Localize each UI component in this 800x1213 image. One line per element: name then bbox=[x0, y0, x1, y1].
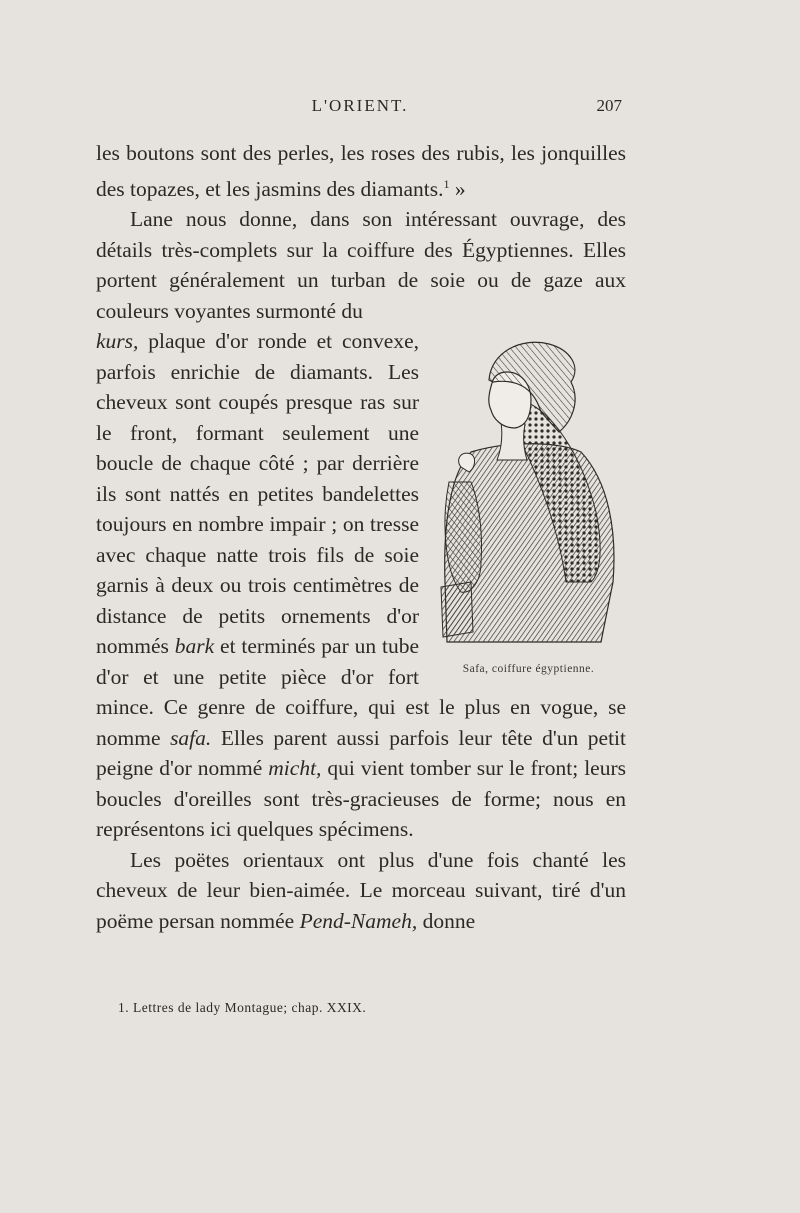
body-text bbox=[96, 138, 626, 936]
paragraph-2-part: plaque d'or ronde et convexe, parfois enrichie de diamants. Les cheveux sont coupés presque ras sur le front, formant seulement une boucle de chaque côté ; par derrière ils sont nattés en petites bandelettes toujours en nombre impair ; on tresse avec chaque natte trois fils de soie garnis à deux ou trois centimètres de distance de petits ornements d'or nommés bbox=[96, 329, 419, 659]
paragraph-1-text: les boutons sont des perles, les roses des rubis, les jonquilles des topazes, et les jasmins des diamants. bbox=[96, 141, 626, 201]
term-safa: safa. bbox=[170, 725, 212, 750]
engraving-illustration bbox=[431, 332, 626, 652]
title-pend-nameh: Pend-Nameh, bbox=[299, 908, 418, 933]
paragraph-1-close: » bbox=[449, 176, 466, 201]
figure-safa bbox=[431, 332, 626, 677]
term-micht: micht, bbox=[268, 756, 322, 781]
figure-caption: Safa, coiffure égyptienne. bbox=[462, 663, 595, 676]
paragraph-2-part: Elles parent aussi parfois leur tête d'un petit peigne d'or nommé bbox=[96, 725, 626, 781]
paragraph-2 bbox=[96, 204, 626, 326]
paragraph-3-part: Les poëtes orientaux ont plus d'une fois chanté les cheveux de leur bien-aimée. Le morceau suivant, tiré d'un poëme persan nommée bbox=[96, 847, 626, 933]
page-header bbox=[96, 96, 624, 126]
paragraph-2-part: Lane nous donne, dans son intéressant ouvrage, des détails très-complets sur la coiffure des Égyptiennes. Elles portent généralement un turban de soie ou de gaze aux couleurs voyantes surmonté du bbox=[96, 207, 626, 323]
term-bark: bark bbox=[174, 634, 215, 659]
paragraph-2-part: qui vient tomber sur le front; leurs boucles d'oreilles sont très-gracieuses de forme; nous en représentons ici quelques spécimens. bbox=[96, 756, 626, 842]
footnote-ref[interactable]: 1 bbox=[443, 176, 450, 191]
paragraph-2-part: et terminés par un tube d'or et une petite pièce d'or fort mince. Ce genre de coiffure, qui est le plus en vogue, se nomme bbox=[96, 634, 626, 750]
paragraph-3 bbox=[96, 845, 626, 937]
page-number: 207 bbox=[596, 96, 622, 115]
paragraph-3-part: donne bbox=[417, 908, 476, 933]
running-title: L'ORIENT. bbox=[311, 96, 409, 115]
footnote: 1. Lettres de lady Montague; chap. XXIX. bbox=[118, 1000, 367, 1015]
paragraph-1 bbox=[96, 138, 626, 204]
term-kurs: kurs, bbox=[96, 329, 139, 354]
